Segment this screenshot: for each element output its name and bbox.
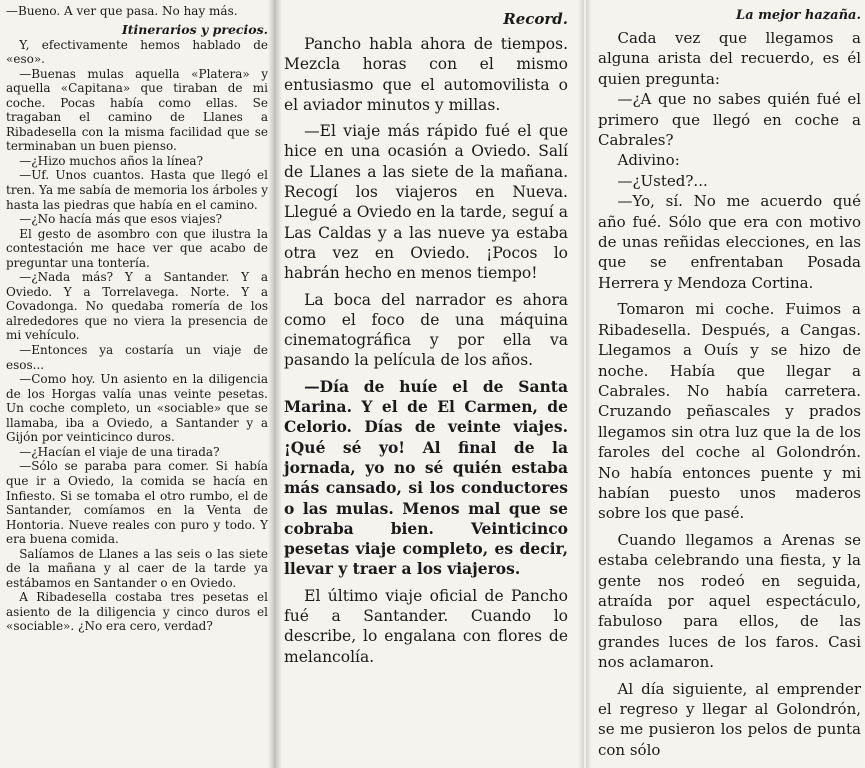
column1-paragraph: —Como hoy. Un asiento en la diligencia de los Horgas valía unas veinte pesetas. Un coche completo, un «sociable» que se llamaba, iba a Oviedo, a Santander y a Gijón por veinticinco duros.: [6, 372, 268, 445]
column1-paragraph: —¿Nada más? Y a Santander. Y a Oviedo. Y a Torrelavega. Norte. Y a Covadonga. No quedaba romería de los alrededores que no viera la presencia de mi vehículo.: [6, 270, 268, 343]
column2-paragraph: Pancho habla ahora de tiempos. Mezcla horas con el mismo entusiasmo que el automovilista o el aviador minutos y millas.: [284, 35, 568, 114]
column3-paragraph: —Yo, sí. No me acuerdo qué año fué. Sólo que era con motivo de unas reñidas elecciones, en las que se enfrentaban Posada Herrera y Mendoza Cortina.: [598, 192, 861, 292]
column1-paragraph: Y, efectivamente hemos hablado de «eso».: [6, 37, 268, 67]
column2-paragraph: El último viaje oficial de Pancho fué a Santander. Cuando lo describe, lo engalana con flores de melancolía.: [284, 586, 568, 666]
column1-paragraph: —Buenas mulas aquella «Platera» y aquella «Capitana» que tiraban de mi coche. Pocas había como ellas. Se tragaban el camino de Llanes a Ribadesella con la misma facilidad que se terminaban un buen pienso.: [6, 66, 268, 154]
column-itinerarios: [0, 0, 272, 768]
column1-opening: —Bueno. A ver que pasa. No hay más.: [6, 4, 238, 18]
heading-record: Record.: [503, 10, 568, 28]
column3-paragraph: Cada vez que llegamos a alguna arista del recuerdo, es él quien pregunta:: [598, 29, 861, 88]
column1-paragraph: —¿Hizo muchos años la línea?: [19, 153, 204, 168]
column1-paragraph: —Uf. Unos cuantos. Hasta que llegó el tren. Ya me sabía de memoria los árboles y hasta las piedras que había en el camino.: [6, 168, 268, 212]
column3-paragraph: Tomaron mi coche. Fuimos a Ribadesella. Después, a Cangas. Llegamos a Ouís y se hizo de noche. Había que llegar a Cabrales. No había carretera. Cruzando peñascales y prados llegamos sin otra luz que la de los faroles del coche al Golondrón. No había entonces puente y mi habían puesto unos maderos sobre los que pasé.: [598, 300, 861, 523]
column2-paragraph: —Día de huíe el de Santa Marina. Y el de El Carmen, de Celorio. Días de veinte viajes. ¡Qué sé yo! Al final de la jornada, yo no sé quién estaba más cansado, si los conductores o las mulas. Menos mal que se cobraba bien. Veinticinco pesetas viaje completo, es decir, llevar y traer a los viajeros.: [284, 376, 568, 579]
heading-mejor-hazana: La mejor hazaña.: [736, 8, 861, 23]
column2-paragraph: La boca del narrador es ahora como el foco de una máquina cinematográfica y por ella va pasando la película de los años.: [284, 290, 568, 370]
column-mejor-hazana: [590, 0, 865, 768]
column1-paragraph: —Sólo se paraba para comer. Si había que ir a Oviedo, la comida se hacía en Infiesto. Si se tomaba el otro rumbo, el de Santander, comíamos en la Venta de Hontoria. Nueve reales con puro y todo. Y era buena comida.: [6, 459, 268, 547]
column3-paragraph: Cuando llegamos a Arenas se estaba celebrando una fiesta, y la gente nos rodeó en seguida, atraída por aquel espectáculo, fabuloso para ellos, de las grandes luces de los faros. Casi nos aclamaron.: [598, 530, 861, 672]
column3-paragraph: Al día siguiente, al emprender el regreso y llegar al Golondrón, se me pusieron los pelos de punta con sólo: [598, 679, 861, 759]
column3-paragraph: Adivino:: [617, 151, 680, 170]
column1-paragraph: —¿Hacían el viaje de una tirada?: [19, 444, 220, 459]
column1-paragraph: —Entonces ya costaría un viaje de esos...: [6, 343, 268, 372]
column3-paragraph: —¿Usted?...: [617, 171, 708, 190]
column1-paragraph: Salíamos de Llanes a las seis o las siete de la mañana y al caer de la tarde ya estábamos en Santander o en Oviedo.: [6, 546, 268, 590]
column1-paragraph: A Ribadesella costaba tres pesetas el asiento de la diligencia y cinco duros el «sociable». ¿No era cero, verdad?: [6, 590, 268, 634]
column-record: [274, 0, 576, 768]
column1-paragraph: El gesto de asombro con que ilustra la contestación me hace ver que acabo de preguntar una tontería.: [6, 226, 268, 270]
column2-paragraph: —El viaje más rápido fué el que hice en una ocasión a Oviedo. Salí de Llanes a las siete de la mañana. Recogí los viajeros en Nueva. Llegué a Oviedo en la tarde, seguí a Las Caldas y a las nueve ya estaba otra vez en Oviedo. ¡Pocos lo habrán hecho en menos tiempo!: [284, 122, 568, 283]
heading-itinerarios: Itinerarios y precios.: [121, 21, 268, 37]
column1-paragraph: —¿No hacía más que esos viajes?: [19, 212, 223, 227]
column3-paragraph: —¿A que no sabes quién fué el primero que llegó en coche a Cabrales?: [598, 90, 861, 150]
